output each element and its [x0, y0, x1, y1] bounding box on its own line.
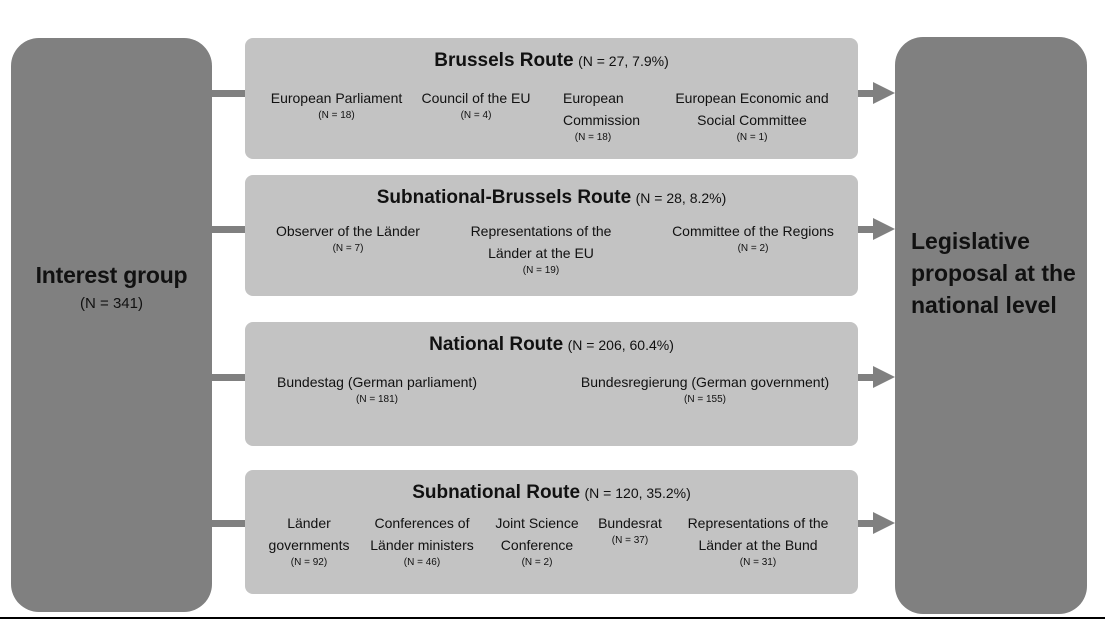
route-item [487, 512, 587, 570]
route-item-label: Observer of the Länder [276, 223, 420, 239]
interest-group-title: Interest group [35, 262, 188, 288]
arrow-right-icon [873, 366, 895, 388]
route-title: National Route [429, 334, 564, 355]
route-item-count: (N = 2) [737, 243, 769, 254]
connector-national [212, 374, 245, 381]
route-item [421, 87, 531, 123]
route-item-count: (N = 37) [611, 535, 649, 546]
route-title: Subnational-Brussels Route [376, 187, 632, 208]
route-item-count: (N = 46) [403, 557, 441, 568]
route-header [245, 482, 858, 504]
route-item-count: (N = 1) [736, 132, 768, 143]
route-header [245, 50, 858, 72]
route-item [257, 371, 497, 407]
route-stat: (N = 27, 7.9%) [578, 53, 669, 69]
route-item-label: Committee of the Regions [672, 223, 834, 239]
arrow-shaft-brussels [858, 90, 874, 97]
route-item-count: (N = 2) [521, 557, 553, 568]
route-header [245, 187, 858, 209]
route-item [259, 512, 359, 570]
arrow-shaft-national [858, 374, 874, 381]
legislative-proposal-title: Legislative proposal at the national level [911, 228, 1076, 318]
route-item-label: Länder governments [268, 515, 350, 553]
route-item-count: (N = 155) [684, 394, 726, 405]
route-stat: (N = 206, 60.4%) [567, 337, 674, 353]
interest-group-count: (N = 341) [80, 295, 143, 312]
arrow-right-icon [873, 218, 895, 240]
route-item [673, 512, 843, 570]
route-item-label: Representations of the Länder at the Bund [687, 515, 829, 553]
route-item [653, 220, 853, 256]
route-item-count: (N = 7) [332, 243, 364, 254]
route-item-label: Bundesregierung (German government) [580, 374, 830, 390]
route-item-label: European Parliament [270, 90, 403, 106]
route-panel-subnational-brussels [245, 175, 858, 296]
interest-group-box [11, 38, 212, 612]
bottom-divider [0, 617, 1105, 619]
connector-brussels [212, 90, 245, 97]
legislative-proposal-box [895, 37, 1087, 614]
route-item-count: (N = 181) [356, 394, 398, 405]
route-title: Subnational Route [412, 482, 581, 503]
route-panel-national [245, 322, 858, 446]
connector-subnational-brussels [212, 226, 245, 233]
route-title: Brussels Route [434, 50, 574, 71]
route-item-label: Representations of the Länder at the EU [470, 223, 612, 261]
route-item-label: European Commission [563, 90, 641, 128]
route-item [673, 87, 831, 145]
route-item [361, 512, 483, 570]
route-item-label: Joint Science Conference [495, 515, 579, 553]
connector-subnational [212, 520, 245, 527]
route-panel-subnational [245, 470, 858, 594]
route-stat: (N = 120, 35.2%) [584, 485, 691, 501]
arrow-shaft-subnational-brussels [858, 226, 874, 233]
route-item-label: Conferences of Länder ministers [370, 515, 474, 553]
route-item-count: (N = 92) [290, 557, 328, 568]
route-item-label: Bundesrat [598, 515, 662, 531]
route-stat: (N = 28, 8.2%) [635, 190, 727, 206]
route-item-label: Council of the EU [421, 90, 531, 106]
route-item [259, 87, 414, 123]
route-item [560, 371, 850, 407]
route-item-count: (N = 18) [318, 110, 355, 121]
route-item [589, 512, 671, 548]
route-item [563, 87, 641, 145]
route-item-count: (N = 31) [739, 557, 777, 568]
arrow-right-icon [873, 512, 895, 534]
route-panel-brussels [245, 38, 858, 159]
route-header [245, 334, 858, 356]
route-item-count: (N = 18) [574, 132, 612, 143]
route-item-count: (N = 19) [522, 265, 560, 276]
route-item [259, 220, 437, 256]
route-item-label: European Economic and Social Committee [675, 90, 829, 128]
route-item-label: Bundestag (German parliament) [277, 374, 477, 390]
arrow-shaft-subnational [858, 520, 874, 527]
route-item-count: (N = 4) [460, 110, 492, 121]
route-item [455, 220, 627, 278]
arrow-right-icon [873, 82, 895, 104]
